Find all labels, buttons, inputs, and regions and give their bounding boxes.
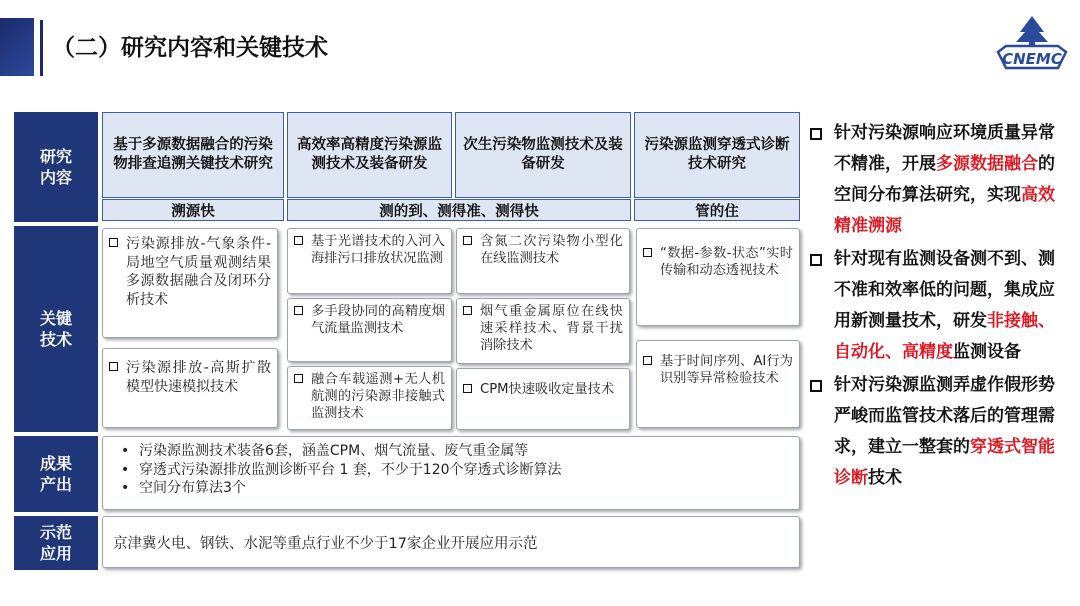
tech-item: “数据-参数-状态”实时传输和动态透视技术 (636, 228, 800, 326)
logo-text: CNEMC (1002, 50, 1062, 68)
checkbox-icon (294, 306, 303, 315)
demo-text: 京津冀火电、钢铁、水泥等重点行业不少于17家企业开展应用示范 (113, 535, 538, 552)
tech-item: 基于时间序列、AI行为识别等异常检验技术 (636, 340, 800, 428)
demo-box (102, 516, 800, 568)
tech-item: 污染源排放-高斯扩散模型快速模拟技术 (102, 348, 278, 428)
right-point-3: 针对污染源监测弄虚作假形势严峻而监管技术落后的管理需求，建立一整套的穿透式智能诊断技术 (808, 370, 1070, 494)
tech-item: CPM快速吸收定量技术 (456, 368, 630, 430)
checkbox-icon (643, 356, 652, 365)
tech-item: 基于光谱技术的入河入海排污口排放状况监测 (287, 228, 452, 294)
rowhead-demo: 示范应用 (14, 516, 98, 570)
column-header-3: 次生污染物监测技术及装备研发 (455, 112, 631, 198)
checkbox-icon (463, 384, 472, 393)
checkbox-icon (109, 362, 118, 371)
tag-manage: 管的住 (634, 199, 800, 221)
column-header-4: 污染源监测穿透式诊断技术研究 (634, 112, 800, 198)
rowhead-output: 成果产出 (14, 436, 98, 512)
checkbox-icon (294, 236, 303, 245)
tag-measure: 测的到、测得准、测得快 (287, 199, 631, 221)
page-title: （二）研究内容和关键技术 (52, 35, 328, 61)
rowhead-research: 研究内容 (14, 112, 98, 222)
tech-item: 污染源排放-气象条件-局地空气质量观测结果多源数据融合及闭环分析技术 (102, 228, 278, 338)
output-item: • 空间分布算法3个 (139, 479, 791, 498)
checkbox-icon (810, 128, 822, 140)
column-header-1: 基于多源数据融合的污染物排查追溯关键技术研究 (102, 112, 284, 198)
header-divider (40, 20, 43, 76)
column-header-2: 高效率高精度污染源监测技术及装备研发 (287, 112, 452, 198)
right-point-1: 针对污染源响应环境质量异常不精准，开展多源数据融合的空间分布算法研究，实现高效精准溯源 (808, 118, 1070, 242)
right-panel (808, 118, 1070, 496)
checkbox-icon (463, 306, 472, 315)
right-point-2: 针对现有监测设备测不到、测不准和效率低的问题，集成应用新测量技术，研发非接触、自动化、高精度监测设备 (808, 244, 1070, 368)
checkbox-icon (810, 380, 822, 392)
cnemc-logo (992, 12, 1072, 72)
header-accent-bar (0, 18, 34, 76)
checkbox-icon (109, 238, 118, 247)
tech-item: 多手段协同的高精度烟气流量监测技术 (287, 298, 452, 362)
outputs-box (102, 436, 800, 510)
tech-item: 含氮二次污染物小型化在线监测技术 (456, 228, 630, 294)
checkbox-icon (810, 254, 822, 266)
output-item: • 污染源监测技术装备6套，涵盖CPM、烟气流量、废气重金属等 (139, 442, 791, 461)
output-item: • 穿透式污染源排放监测诊断平台 1 套，不少于120个穿透式诊断算法 (139, 461, 791, 480)
tech-item: 融合车载遥测+无人机航测的污染源非接触式监测技术 (287, 366, 452, 430)
checkbox-icon (294, 374, 303, 383)
tag-trace: 溯源快 (102, 199, 284, 221)
checkbox-icon (643, 248, 652, 257)
tech-item: 烟气重金属原位在线快速采样技术、背景干扰消除技术 (456, 298, 630, 364)
rowhead-tech: 关键技术 (14, 226, 98, 432)
checkbox-icon (463, 236, 472, 245)
